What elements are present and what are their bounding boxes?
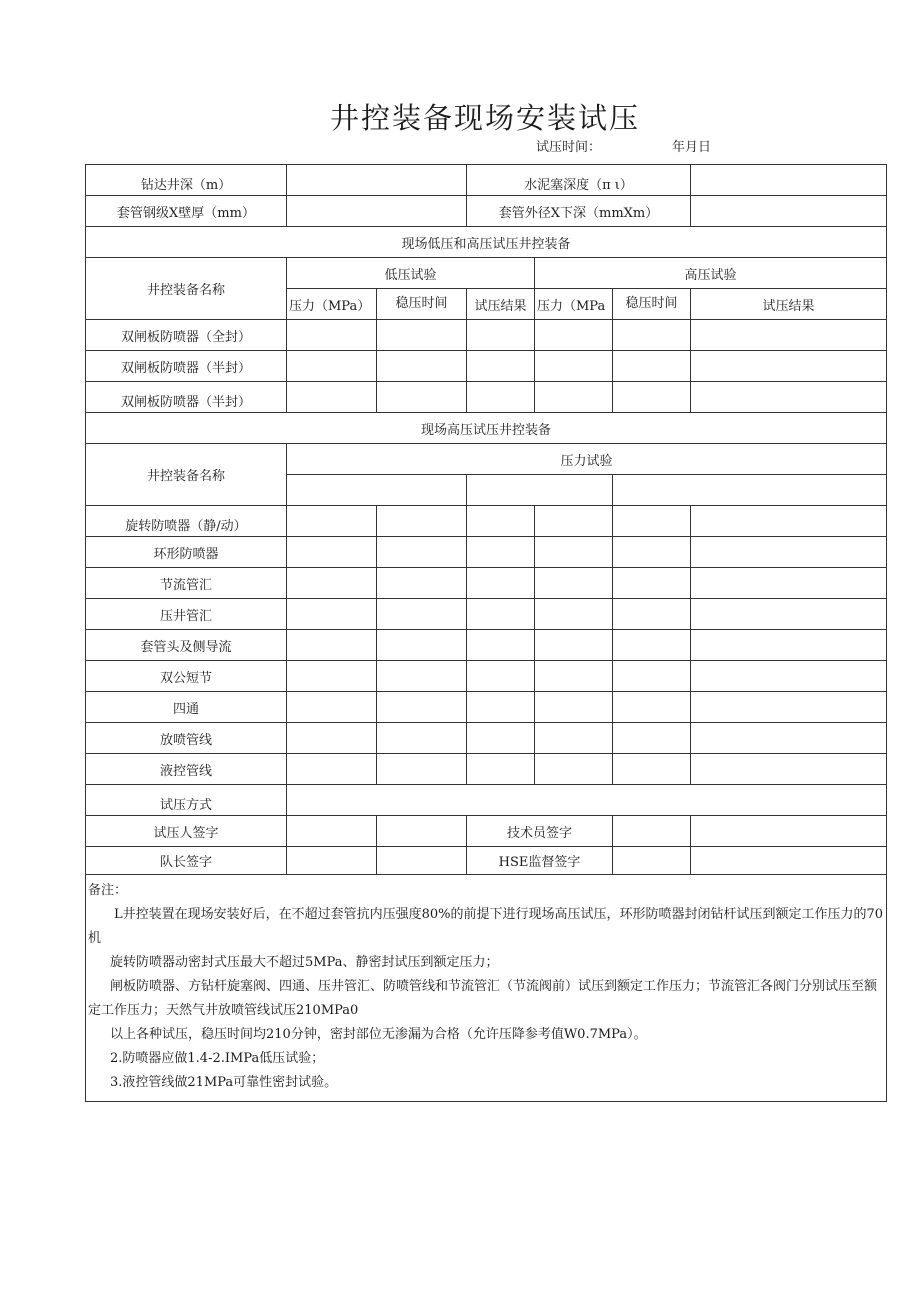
- cell[interactable]: [377, 630, 467, 661]
- cell[interactable]: [467, 537, 535, 568]
- pressure-test-form: [85, 164, 887, 1102]
- high-hold-time-col-header: 稳压时间: [613, 289, 691, 320]
- cell[interactable]: [535, 320, 613, 351]
- cell[interactable]: [467, 661, 535, 692]
- signature-row-1: [86, 816, 887, 847]
- high-pressure-test-header: 高压试验: [535, 258, 887, 289]
- note-line-2: 旋转防喷器动密封式压最大不超过5MPa、静密封试压到额定压力；: [110, 955, 499, 970]
- casing-od-field[interactable]: [691, 196, 887, 227]
- table-row: [86, 692, 887, 723]
- test-method-label: 试压方式: [86, 785, 287, 816]
- section2-title-row: [86, 413, 887, 444]
- technician-signature-field-2[interactable]: [691, 816, 887, 847]
- pressure-test-header: 压力试验: [287, 444, 887, 475]
- cell[interactable]: [691, 537, 887, 568]
- captain-signature-field[interactable]: [287, 847, 377, 875]
- equipment-name: 液控管线: [86, 754, 287, 785]
- cell[interactable]: [613, 723, 691, 754]
- notes-heading: 备注：: [88, 883, 128, 898]
- cell[interactable]: [613, 537, 691, 568]
- cell[interactable]: [287, 506, 377, 537]
- cell[interactable]: [377, 599, 467, 630]
- cell[interactable]: [467, 382, 535, 413]
- cell[interactable]: [467, 692, 535, 723]
- technician-signature-field[interactable]: [613, 816, 691, 847]
- casing-grade-label: 套管钢级X壁厚（mm）: [86, 196, 287, 227]
- cell[interactable]: [467, 320, 535, 351]
- cell[interactable]: [467, 723, 535, 754]
- cell[interactable]: [467, 506, 535, 537]
- cell[interactable]: [467, 754, 535, 785]
- cell[interactable]: [377, 568, 467, 599]
- equipment-name: 双闸板防喷器（半封）: [86, 382, 287, 413]
- cell[interactable]: [535, 351, 613, 382]
- equipment-name: 节流管汇: [86, 568, 287, 599]
- table-row: [86, 537, 887, 568]
- notes-cell: [86, 875, 887, 1102]
- cell[interactable]: [535, 599, 613, 630]
- technician-signature-label: 技术员签字: [467, 816, 613, 847]
- cell[interactable]: [691, 723, 887, 754]
- low-pressure-test-header: 低压试验: [287, 258, 535, 289]
- hse-signature-field[interactable]: [613, 847, 691, 875]
- cement-plug-depth-field[interactable]: [691, 165, 887, 196]
- section1-title-row: [86, 227, 887, 258]
- captain-signature-field-2[interactable]: [377, 847, 467, 875]
- high-result-col-header: 试压结果: [691, 289, 887, 320]
- tester-signature-field-2[interactable]: [377, 816, 467, 847]
- cell[interactable]: [377, 754, 467, 785]
- table-row: [86, 382, 887, 413]
- cell[interactable]: [287, 351, 377, 382]
- cell[interactable]: [613, 351, 691, 382]
- cell[interactable]: [613, 382, 691, 413]
- section2-subheader-3: [613, 475, 887, 506]
- cell[interactable]: [467, 599, 535, 630]
- cell[interactable]: [691, 599, 887, 630]
- cell[interactable]: [287, 537, 377, 568]
- info-row-2: [86, 196, 887, 227]
- note-line-5: 2.防喷器应做1.4-2.IMPa低压试验；: [110, 1051, 325, 1066]
- cell[interactable]: [377, 351, 467, 382]
- cell[interactable]: [535, 723, 613, 754]
- table-row: [86, 568, 887, 599]
- cell[interactable]: [467, 630, 535, 661]
- low-result-col-header: 试压结果: [467, 289, 535, 320]
- cell[interactable]: [287, 320, 377, 351]
- cell[interactable]: [613, 320, 691, 351]
- hse-signature-field-2[interactable]: [691, 847, 887, 875]
- equipment-name: 压井管汇: [86, 599, 287, 630]
- cell[interactable]: [287, 568, 377, 599]
- cell[interactable]: [377, 692, 467, 723]
- equipment-name: 四通: [86, 692, 287, 723]
- test-date-label: 试压时间：: [536, 140, 602, 155]
- well-depth-field[interactable]: [287, 165, 467, 196]
- cell[interactable]: [535, 692, 613, 723]
- equipment-name: 环形防喷器: [86, 537, 287, 568]
- cell[interactable]: [287, 630, 377, 661]
- table-row: [86, 506, 887, 537]
- note-line-1: L井控装置在现场安装好后，在不超过套管抗内压强度80%的前提下进行现场高压试压，环形防喷器封闭钻杆试压到额定工作压力的70机: [88, 907, 884, 946]
- section1-title: 现场低压和高压试压井控装备: [86, 227, 887, 258]
- table-row: [86, 661, 887, 692]
- section1-name-header: 井控装备名称: [86, 258, 287, 320]
- table-row: [86, 599, 887, 630]
- cell[interactable]: [613, 506, 691, 537]
- section2-name-header: 井控装备名称: [86, 444, 287, 506]
- section2-header-row-1: [86, 444, 887, 475]
- table-row: [86, 723, 887, 754]
- equipment-name: 套管头及侧导流: [86, 630, 287, 661]
- cell[interactable]: [377, 661, 467, 692]
- cement-plug-depth-label: 水泥塞深度（π ι）: [467, 165, 691, 196]
- cell[interactable]: [535, 382, 613, 413]
- cell[interactable]: [377, 537, 467, 568]
- cell[interactable]: [613, 754, 691, 785]
- cell[interactable]: [287, 661, 377, 692]
- cell[interactable]: [287, 754, 377, 785]
- cell[interactable]: [467, 568, 535, 599]
- low-hold-time-col-header: 稳压时间: [377, 289, 467, 320]
- cell[interactable]: [691, 661, 887, 692]
- table-row: [86, 754, 887, 785]
- cell[interactable]: [691, 692, 887, 723]
- table-row: [86, 630, 887, 661]
- cell[interactable]: [377, 506, 467, 537]
- note-line-6: 3.液控管线做21MPa可靠性密封试验。: [110, 1075, 338, 1090]
- tester-signature-label: 试压人签字: [86, 816, 287, 847]
- cell[interactable]: [691, 568, 887, 599]
- table-row: [86, 351, 887, 382]
- equipment-name: 旋转防喷器（静/动）: [86, 506, 287, 537]
- cell[interactable]: [535, 754, 613, 785]
- equipment-name: 双闸板防喷器（半封）: [86, 351, 287, 382]
- captain-signature-label: 队长签字: [86, 847, 287, 875]
- cell[interactable]: [613, 599, 691, 630]
- equipment-name: 双闸板防喷器（全封）: [86, 320, 287, 351]
- cell[interactable]: [535, 537, 613, 568]
- equipment-name: 放喷管线: [86, 723, 287, 754]
- cell[interactable]: [287, 382, 377, 413]
- casing-od-label: 套管外径X下深（mmXm）: [467, 196, 691, 227]
- note-line-3: 闸板防喷器、方钻杆旋塞阀、四通、压井管汇、防喷管线和节流管汇（节流阀前）试压到额定工作压力；节流管汇各阀门分别试压至额定工作压力；天然气井放喷管线试压210MPa0: [88, 979, 878, 1018]
- section1-header-row-1: [86, 258, 887, 289]
- cell[interactable]: [535, 661, 613, 692]
- test-date-line: [536, 136, 711, 155]
- cell[interactable]: [691, 754, 887, 785]
- section2-subheader-2: [467, 475, 613, 506]
- cell[interactable]: [535, 568, 613, 599]
- cell[interactable]: [691, 351, 887, 382]
- note-line-4: 以上各种试压，稳压时间均210分钟，密封部位无渗漏为合格（允许压降参考值W0.7MPa）。: [110, 1027, 647, 1042]
- well-depth-label: 钻达井深（m）: [86, 165, 287, 196]
- table-row: [86, 320, 887, 351]
- notes-row: [86, 875, 887, 1102]
- cell[interactable]: [467, 351, 535, 382]
- section2-title: 现场高压试压井控装备: [86, 413, 887, 444]
- cell[interactable]: [691, 506, 887, 537]
- cell[interactable]: [287, 692, 377, 723]
- test-method-field[interactable]: [287, 785, 887, 816]
- casing-grade-field[interactable]: [287, 196, 467, 227]
- cell[interactable]: [691, 320, 887, 351]
- cell[interactable]: [613, 630, 691, 661]
- low-pressure-col-header: 压力（MPa）: [287, 289, 377, 320]
- cell[interactable]: [377, 320, 467, 351]
- high-pressure-col-header: 压力（MPa: [535, 289, 613, 320]
- cell[interactable]: [287, 723, 377, 754]
- cell[interactable]: [691, 382, 887, 413]
- equipment-name: 双公短节: [86, 661, 287, 692]
- test-date-value: 年月日: [672, 140, 712, 155]
- cell[interactable]: [535, 630, 613, 661]
- cell[interactable]: [613, 661, 691, 692]
- cell[interactable]: [691, 630, 887, 661]
- cell[interactable]: [613, 568, 691, 599]
- signature-row-2: [86, 847, 887, 875]
- cell[interactable]: [377, 382, 467, 413]
- test-method-row: [86, 785, 887, 816]
- tester-signature-field[interactable]: [287, 816, 377, 847]
- cell[interactable]: [613, 692, 691, 723]
- cell[interactable]: [287, 599, 377, 630]
- section2-subheader-1: [287, 475, 467, 506]
- cell[interactable]: [535, 506, 613, 537]
- info-row-1: [86, 165, 887, 196]
- hse-signature-label: HSE监督签字: [467, 847, 613, 875]
- document-title: 井控装备现场安装试压: [329, 101, 640, 135]
- cell[interactable]: [377, 723, 467, 754]
